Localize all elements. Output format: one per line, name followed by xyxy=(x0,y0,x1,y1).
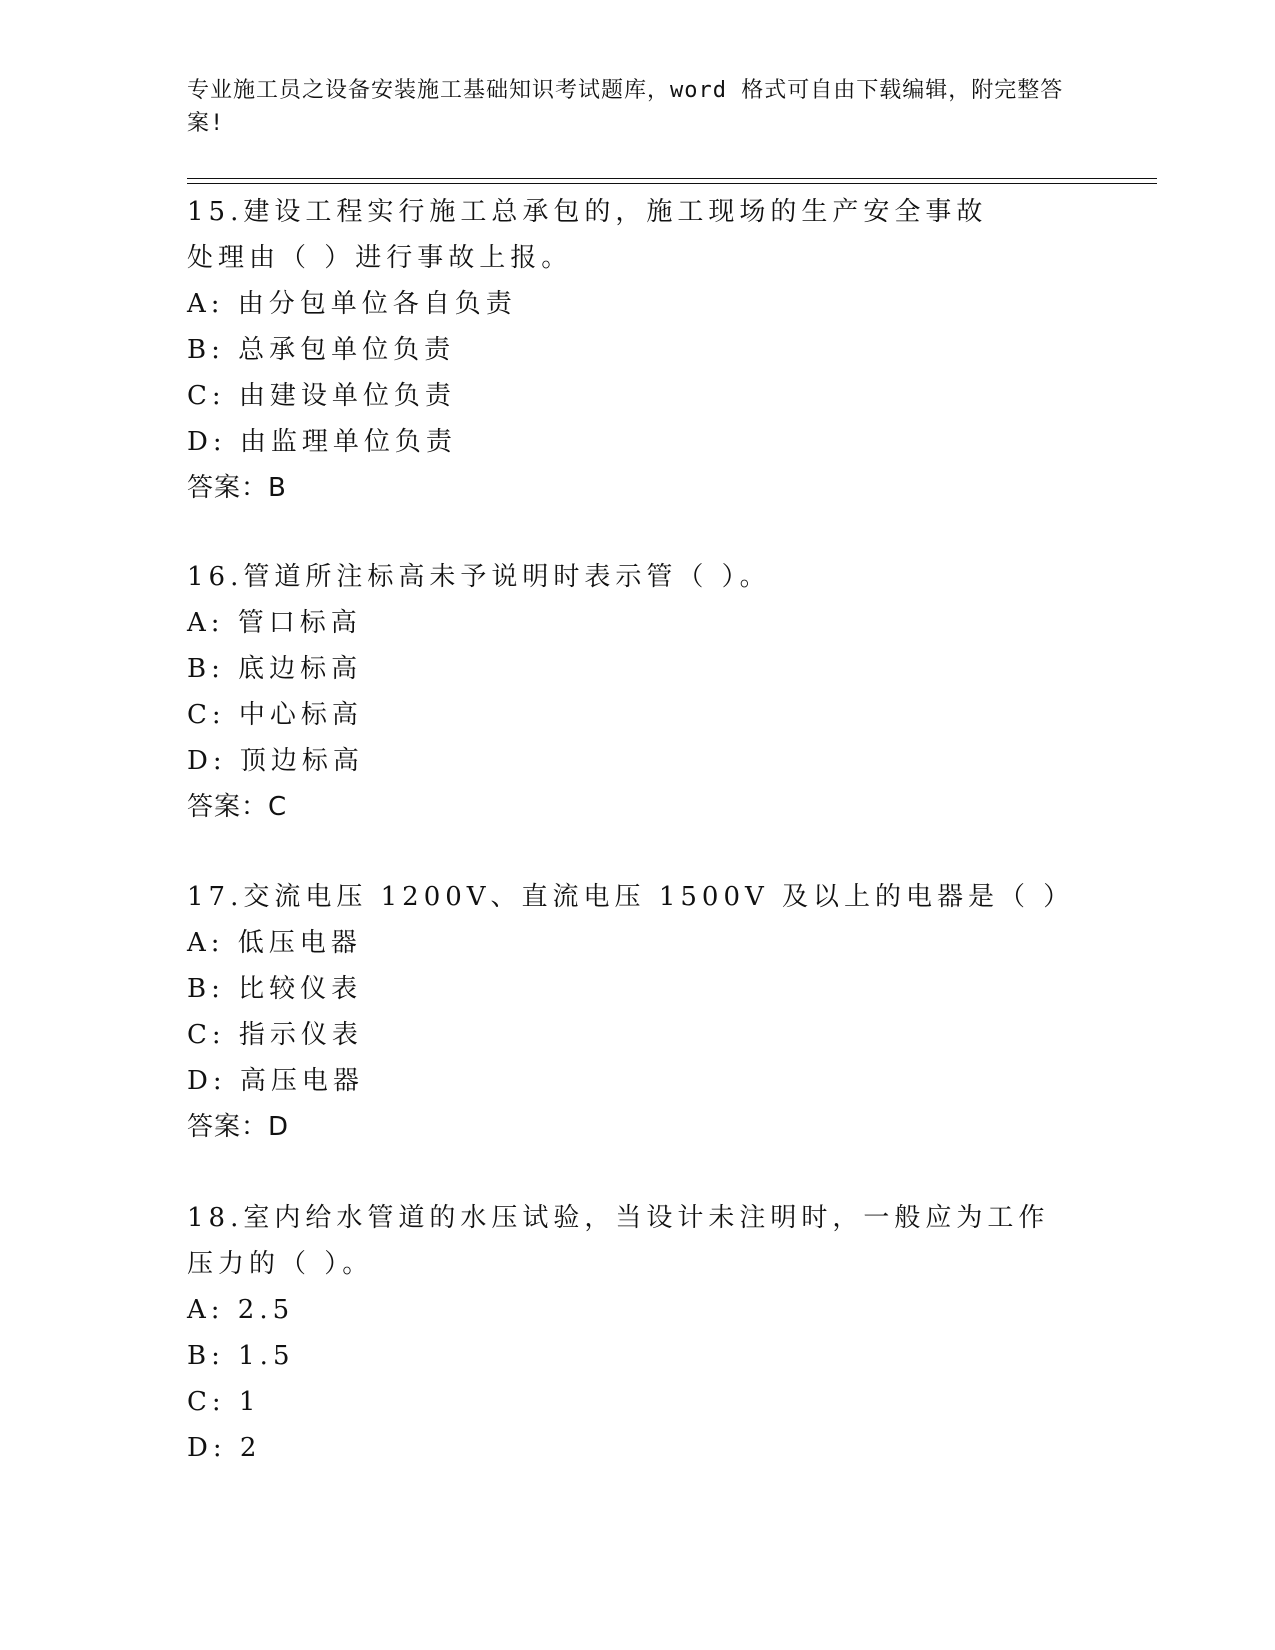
option-b: B: 1.5 xyxy=(187,1341,295,1371)
option-a: A: 低压电器 xyxy=(187,928,362,958)
answer-label: 答案：D xyxy=(187,1112,290,1142)
option-d: D: 顶边标高 xyxy=(187,746,364,776)
option-a: A: 由分包单位各自负责 xyxy=(187,289,517,319)
option-a: A: 管口标高 xyxy=(187,608,362,638)
question-stem: 16.管道所注标高未予说明时表示管（ ）。 xyxy=(187,562,771,592)
answer-label: 答案：C xyxy=(187,792,288,822)
option-c: C: 1 xyxy=(187,1387,261,1417)
option-d: D: 由监理单位负责 xyxy=(187,427,457,457)
option-c: C: 中心标高 xyxy=(187,700,363,730)
option-d: D: 高压电器 xyxy=(187,1066,364,1096)
question-stem: 18.室内给水管道的水压试验，当设计未注明时，一般应为工作压力的（ ）。 xyxy=(187,1203,1050,1279)
option-b: B: 比较仪表 xyxy=(187,974,363,1004)
question-18 xyxy=(187,1195,1087,1471)
option-b: B: 底边标高 xyxy=(187,654,363,684)
document-intro: 专业施工员之设备安装施工基础知识考试题库，word 格式可自由下载编辑，附完整答案! xyxy=(187,78,1064,136)
question-stem: 17.交流电压 1200V、直流电压 1500V 及以上的电器是（ ） xyxy=(187,882,1075,912)
question-17 xyxy=(187,874,1087,1150)
question-16 xyxy=(187,554,1087,830)
header-divider-top xyxy=(187,178,1157,179)
option-c: C: 由建设单位负责 xyxy=(187,381,456,411)
option-b: B: 总承包单位负责 xyxy=(187,335,456,365)
header-divider-bottom xyxy=(187,183,1157,184)
question-15 xyxy=(187,189,1087,511)
question-stem: 15.建设工程实行施工总承包的，施工现场的生产安全事故处理由（ ）进行事故上报。 xyxy=(187,197,988,273)
answer-label: 答案：B xyxy=(187,473,287,503)
option-c: C: 指示仪表 xyxy=(187,1020,363,1050)
option-a: A: 2.5 xyxy=(187,1295,295,1325)
option-d: D: 2 xyxy=(187,1433,262,1463)
